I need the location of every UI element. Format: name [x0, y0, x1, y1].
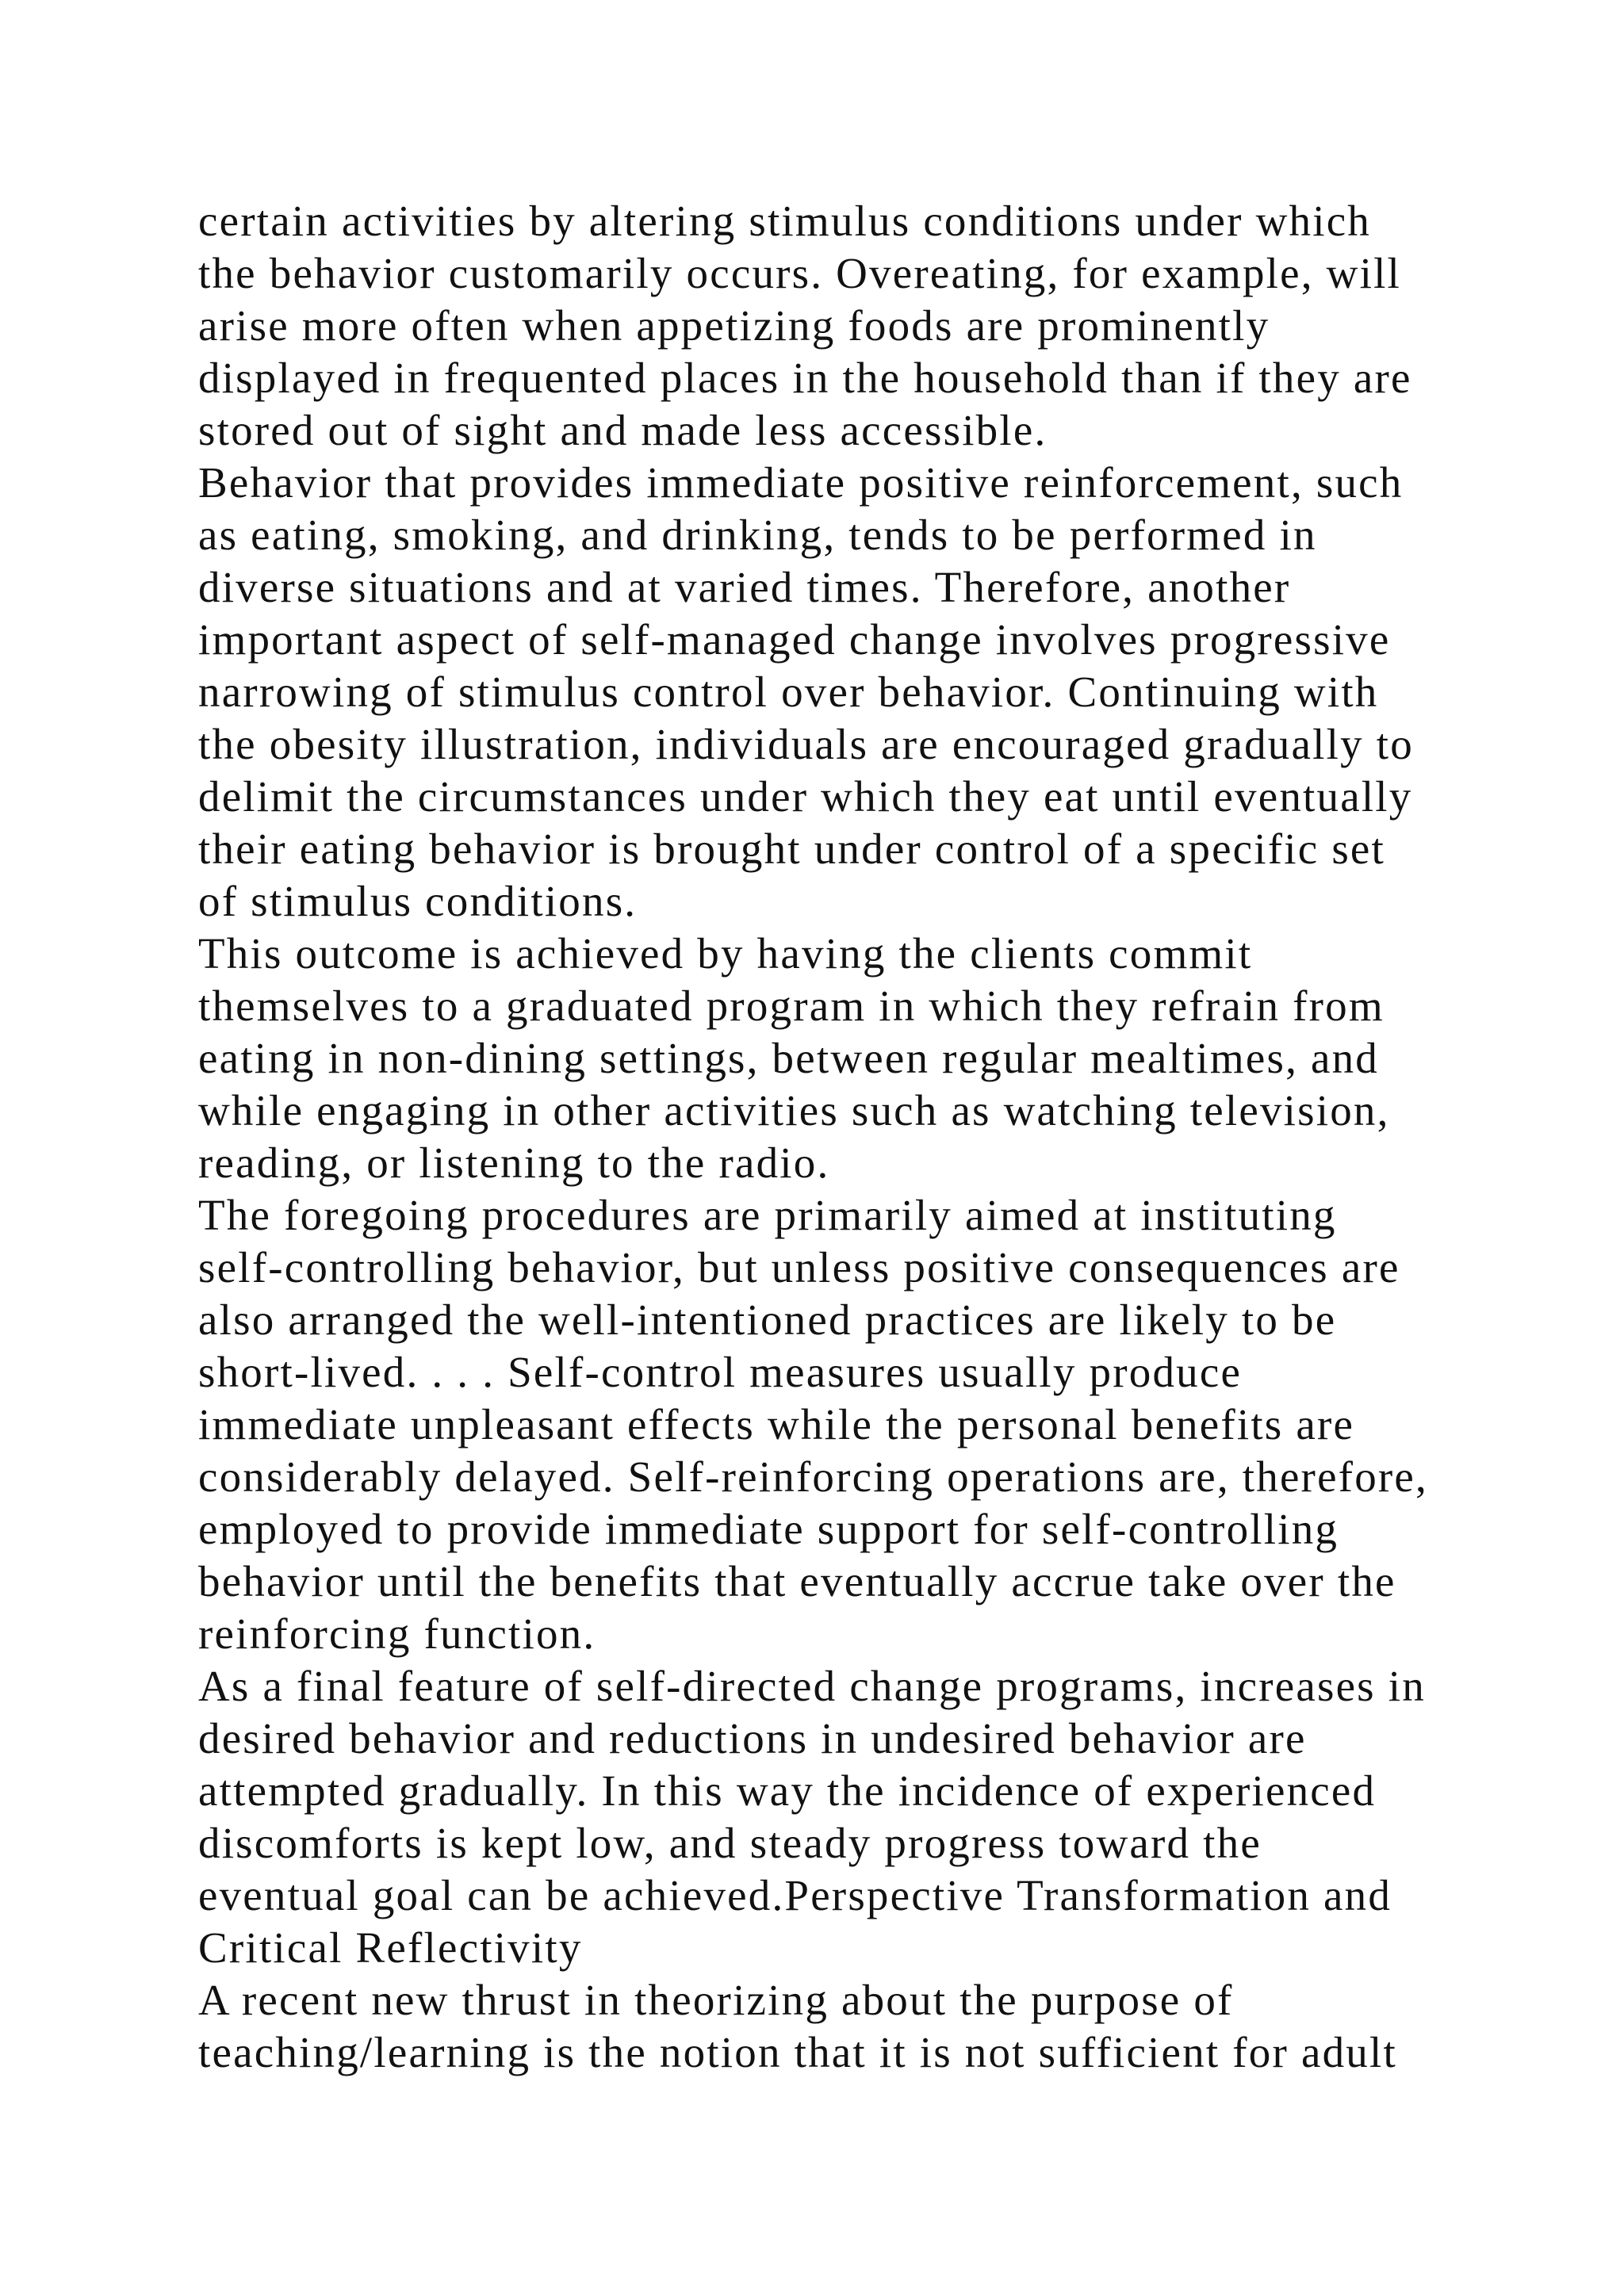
paragraph — [198, 1974, 1467, 2079]
text-line: as eating, smoking, and drinking, tends to be performed in — [198, 511, 1317, 559]
text-line: arise more often when appetizing foods are prominently — [198, 301, 1270, 350]
text-line: short-lived. . . . Self-control measures usually produce — [198, 1348, 1243, 1396]
section-heading: Perspective Transformation and — [784, 1871, 1392, 1919]
text-line: employed to provide immediate support for self-controlling — [198, 1505, 1339, 1553]
text-line: As a final feature of self-directed change programs, increases in — [198, 1662, 1426, 1710]
text-line: immediate unpleasant effects while the personal benefits are — [198, 1400, 1355, 1448]
text-line: discomforts is kept low, and steady progress toward the — [198, 1819, 1262, 1867]
paragraph — [198, 928, 1467, 1189]
text-line: the obesity illustration, individuals are encouraged gradually to — [198, 720, 1414, 768]
text-line: displayed in frequented places in the household than if they are — [198, 354, 1412, 402]
text-line: attempted gradually. In this way the incidence of experienced — [198, 1766, 1377, 1815]
paragraph — [198, 195, 1467, 457]
text-line: also arranged the well-intentioned practices are likely to be — [198, 1295, 1337, 1344]
text-line: themselves to a graduated program in which they refrain from — [198, 982, 1385, 1030]
text-line: certain activities by altering stimulus conditions under which — [198, 197, 1372, 245]
text-line: diverse situations and at varied times. Therefore, another — [198, 563, 1291, 611]
text-line: This outcome is achieved by having the clients commit — [198, 929, 1253, 978]
text-line: desired behavior and reductions in undesired behavior are — [198, 1714, 1307, 1762]
text-line: teaching/learning is the notion that it is not sufficient for adult — [198, 2028, 1397, 2076]
text-line: self-controlling behavior, but unless positive consequences are — [198, 1243, 1400, 1292]
text-line — [198, 1869, 1467, 1922]
text-line: Behavior that provides immediate positive reinforcement, such — [198, 458, 1404, 507]
text-line: of stimulus conditions. — [198, 877, 638, 925]
text-line: delimit the circumstances under which they eat until eventually — [198, 772, 1413, 821]
text-line: their eating behavior is brought under control of a specific set — [198, 825, 1386, 873]
text-line: eating in non-dining settings, between regular mealtimes, and — [198, 1034, 1379, 1082]
text-line: narrowing of stimulus control over behavior. Continuing with — [198, 668, 1379, 716]
text-line: The foregoing procedures are primarily aimed at instituting — [198, 1191, 1337, 1239]
text-line: A recent new thrust in theorizing about the purpose of — [198, 1976, 1234, 2024]
paragraph — [198, 457, 1467, 928]
document-body-text — [198, 195, 1467, 2079]
paragraph — [198, 1189, 1467, 1660]
text-line: the behavior customarily occurs. Overeating, for example, will — [198, 249, 1402, 297]
text-line: considerably delayed. Self-reinforcing operations are, therefore, — [198, 1452, 1428, 1501]
text-line: behavior until the benefits that eventually accrue take over the — [198, 1557, 1396, 1605]
text-line: while engaging in other activities such as watching television, — [198, 1086, 1390, 1135]
section-heading-continued — [198, 1922, 1467, 1974]
paragraph — [198, 1660, 1467, 1922]
text-line-fragment: eventual goal can be achieved. — [198, 1871, 785, 1919]
text-line: important aspect of self-managed change involves progressive — [198, 615, 1391, 664]
text-line: stored out of sight and made less accessible. — [198, 406, 1048, 454]
section-heading-line: Critical Reflectivity — [198, 1923, 583, 1972]
text-line: reading, or listening to the radio. — [198, 1138, 830, 1187]
text-line: reinforcing function. — [198, 1609, 596, 1658]
